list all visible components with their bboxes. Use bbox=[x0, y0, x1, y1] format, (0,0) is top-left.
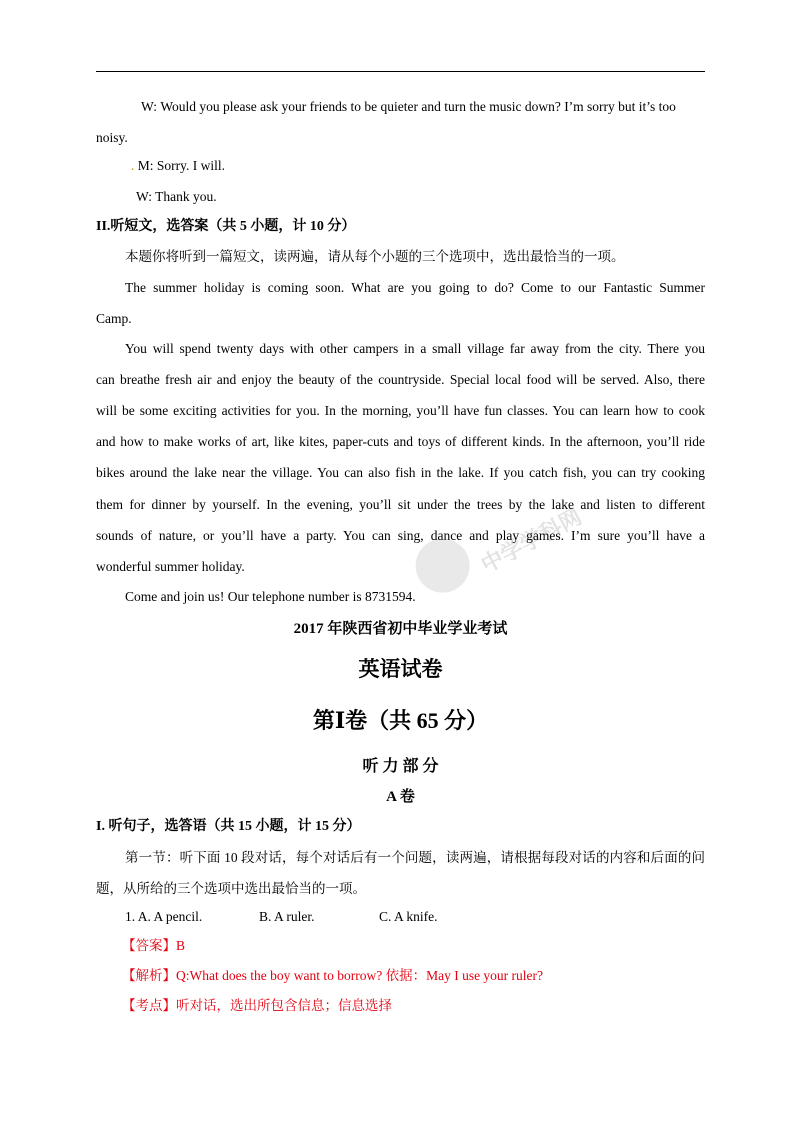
q1-option-b: B. A ruler. bbox=[259, 909, 315, 924]
p2-line2: can breathe fresh air and enjoy the beauty of the countryside. Special local food will be served. Also, there bbox=[96, 372, 705, 387]
dialogue-dot: . bbox=[131, 158, 135, 173]
dialogue-m-text: M: Sorry. I will. bbox=[137, 158, 225, 173]
p2-line6: them for dinner by yourself. In the evening, you’ll sit under the trees by the lake and listen to different bbox=[96, 497, 705, 512]
dialogue-w1-cont: noisy. bbox=[96, 130, 128, 145]
p2-line3: will be some exciting activities for you. In the morning, you’ll have fun classes. You can learn how to cook bbox=[96, 403, 705, 418]
q1-option-a: 1. A. A pencil. bbox=[125, 909, 203, 924]
analysis-line: 【解析】Q:What does the boy want to borrow? 依据：May I use your ruler? bbox=[122, 968, 544, 983]
header-rule bbox=[96, 71, 705, 72]
exam-subject: 英语试卷 bbox=[358, 657, 443, 681]
section1-instr-line1: 第一节：听下面 10 段对话，每个对话后有一个问题，读两遍，请根据每段对话的内容和后面的问 bbox=[125, 850, 705, 865]
q1-option-c: C. A knife. bbox=[379, 909, 438, 924]
exam-section: 听 力 部 分 bbox=[362, 758, 439, 775]
p2-line7: sounds of nature, or you’ll have a party. You can sing, dance and play games. I’m sure you’ll have a bbox=[96, 528, 705, 543]
exam-title: 2017 年陕西省初中毕业学业考试 bbox=[293, 621, 508, 637]
p1-line2: Camp. bbox=[96, 311, 132, 326]
exam-part: 第Ⅰ卷（共 65 分） bbox=[312, 708, 489, 733]
dialogue-w2-line: W: Thank you. bbox=[136, 189, 217, 204]
point-line: 【考点】听对话，选出所包含信息；信息选择 bbox=[122, 998, 392, 1013]
section2-instruction: 本题你将听到一篇短文，读两遍，请从每个小题的三个选项中，选出最恰当的一项。 bbox=[125, 249, 625, 264]
p1-line1: The summer holiday is coming soon. What are you going to do? Come to our Fantastic Summer bbox=[125, 280, 705, 295]
section2-heading: II.听短文，选答案（共 5 小题，计 10 分） bbox=[96, 219, 356, 234]
exam-paper: A 卷 bbox=[386, 789, 415, 805]
dialogue-m-line bbox=[131, 157, 225, 175]
p2-line1: You will spend twenty days with other campers in a small village far away from the city. There you bbox=[125, 341, 705, 356]
p3-line: Come and join us! Our telephone number is 8731594. bbox=[125, 589, 416, 604]
dialogue-w1-speaker: W: bbox=[141, 99, 157, 114]
p2-line5: bikes around the lake near the village. You can also fish in the lake. If you catch fish, you can try cooking bbox=[96, 465, 705, 480]
dialogue-w1-line bbox=[141, 98, 676, 116]
section1-instr-line2: 题，从所给的三个选项中选出最恰当的一项。 bbox=[96, 881, 366, 896]
watermark-text: 中学学科网 bbox=[477, 504, 587, 579]
answer-line: 【答案】B bbox=[122, 938, 186, 953]
dialogue-w1-text: Would you please ask your friends to be quieter and turn the music down? I’m sorry but it’s too bbox=[160, 99, 676, 114]
p2-line4: and how to make works of art, like kites, paper-cuts and toys of different kinds. In the afternoon, you’ll ride bbox=[96, 434, 705, 449]
section1-heading: I. 听句子，选答语（共 15 小题，计 15 分） bbox=[96, 819, 361, 834]
p2-line8: wonderful summer holiday. bbox=[96, 559, 245, 574]
